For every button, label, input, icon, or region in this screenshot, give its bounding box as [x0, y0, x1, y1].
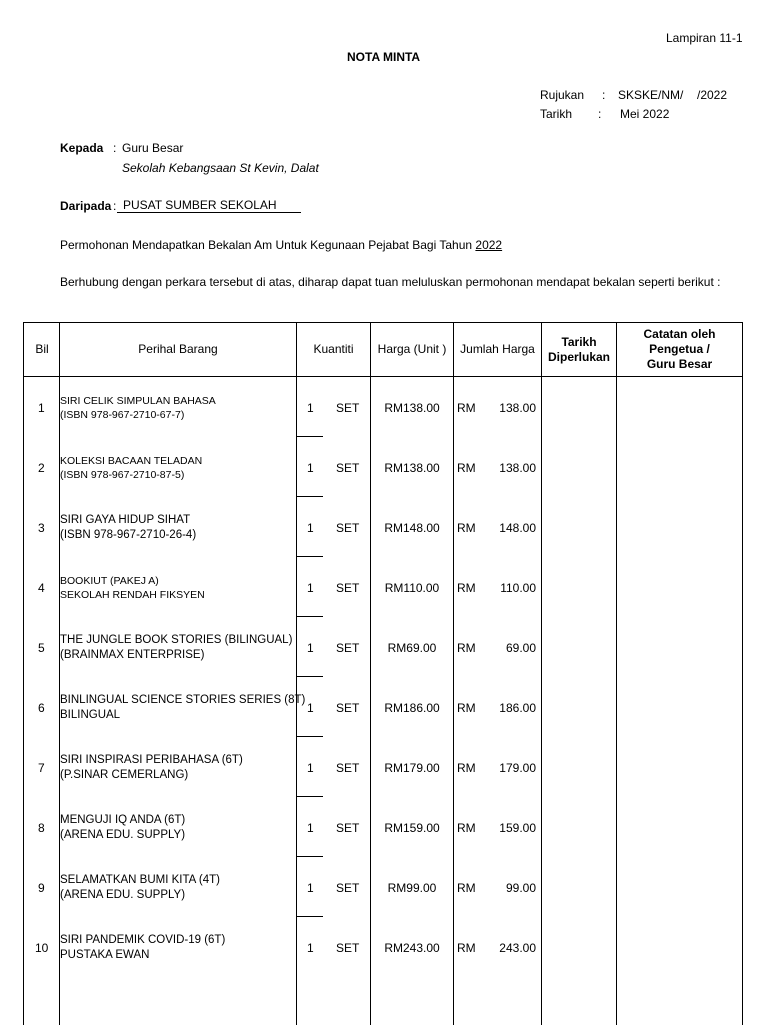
header-catatan-line3: Guru Besar	[646, 357, 713, 371]
row-unit: SET	[336, 461, 360, 475]
rujukan-colon: :	[602, 88, 606, 102]
row-desc-line1: SIRI CELIK SIMPULAN BAHASA	[60, 395, 216, 407]
tarikh-label: Tarikh	[540, 107, 573, 121]
row-qty: 1	[307, 701, 314, 715]
row-total: 186.00	[499, 701, 536, 715]
row-desc-line2: (P.SINAR CEMERLANG)	[60, 769, 189, 781]
row-bil: 2	[38, 461, 45, 475]
row-price: RM69.00	[387, 641, 437, 655]
document-title: NOTA MINTA	[347, 50, 421, 64]
row-unit: SET	[336, 881, 360, 895]
header-perihal: Perihal Barang	[138, 342, 218, 356]
table-row	[24, 857, 743, 917]
row-currency: RM	[457, 641, 476, 655]
row-desc-line1: SIRI PANDEMIK COVID-19 (6T)	[60, 934, 226, 946]
row-unit: SET	[336, 941, 360, 955]
row-desc-line2: (BRAINMAX ENTERPRISE)	[60, 649, 205, 661]
row-unit: SET	[336, 821, 360, 835]
row-unit: SET	[336, 581, 360, 595]
row-bil: 9	[38, 881, 45, 895]
row-desc-line2: (ISBN 978-967-2710-67-7)	[60, 409, 185, 421]
row-desc-line1: KOLEKSI BACAAN TELADAN	[60, 455, 203, 467]
row-desc-line1: BOOKIUT (PAKEJ A)	[60, 575, 159, 587]
row-qty: 1	[307, 581, 314, 595]
rujukan-year: /2022	[697, 88, 728, 102]
row-total: 138.00	[499, 461, 536, 475]
subject-line	[60, 238, 502, 252]
header-bil: Bil	[35, 342, 49, 356]
row-description	[60, 693, 305, 723]
row-desc-line2: (ARENA EDU. SUPPLY)	[60, 829, 186, 841]
subject-text: Permohonan Mendapatkan Bekalan Am Untuk Kegunaan Pejabat Bagi Tahun	[60, 238, 476, 252]
row-unit: SET	[336, 521, 360, 535]
request-table	[23, 322, 743, 1025]
table-row	[24, 917, 743, 977]
header-kuantiti: Kuantiti	[313, 342, 354, 356]
row-unit: SET	[336, 641, 360, 655]
row-price: RM186.00	[384, 701, 440, 715]
row-currency: RM	[457, 941, 476, 955]
row-bil: 1	[38, 401, 45, 415]
row-desc-line1: SIRI GAYA HIDUP SIHAT	[60, 514, 191, 526]
row-description	[60, 813, 185, 843]
row-description	[60, 633, 292, 663]
row-unit: SET	[336, 401, 360, 415]
row-desc-line2: (ISBN 978-967-2710-26-4)	[60, 529, 197, 541]
header-jumlah: Jumlah Harga	[460, 342, 535, 356]
row-qty: 1	[307, 821, 314, 835]
row-currency: RM	[457, 821, 476, 835]
kepada-colon: :	[113, 141, 117, 155]
row-qty: 1	[307, 461, 314, 475]
table-row	[24, 437, 743, 497]
row-desc-line1: THE JUNGLE BOOK STORIES (BILINGUAL)	[60, 634, 293, 646]
table-row	[24, 557, 743, 617]
row-currency: RM	[457, 701, 476, 715]
header-tarikh	[542, 323, 616, 376]
row-qty: 1	[307, 881, 314, 895]
row-desc-line1: BINLINGUAL SCIENCE STORIES SERIES (8T)	[60, 694, 306, 706]
header-catatan-line2: Pengetua /	[649, 342, 710, 356]
header-harga: Harga (Unit )	[377, 342, 447, 356]
rujukan-value: SKSKE/NM/	[618, 88, 684, 102]
row-desc-line2: (ARENA EDU. SUPPLY)	[60, 889, 186, 901]
table-row	[24, 797, 743, 857]
row-price: RM138.00	[384, 401, 440, 415]
row-description	[60, 513, 196, 543]
row-bil: 5	[38, 641, 45, 655]
row-description	[60, 873, 220, 903]
row-total: 243.00	[499, 941, 536, 955]
row-price: RM110.00	[384, 581, 440, 595]
row-price: RM159.00	[384, 821, 440, 835]
table-row	[24, 617, 743, 677]
daripada-colon: :	[113, 199, 117, 213]
kepada-label: Kepada	[60, 141, 104, 155]
row-bil: 8	[38, 821, 45, 835]
row-qty: 1	[307, 761, 314, 775]
row-desc-line2: SEKOLAH RENDAH FIKSYEN	[60, 589, 205, 601]
row-description	[60, 753, 243, 783]
daripada-value: PUSAT SUMBER SEKOLAH	[117, 199, 301, 213]
row-currency: RM	[457, 401, 476, 415]
row-description	[60, 394, 216, 422]
row-desc-line1: MENGUJI IQ ANDA (6T)	[60, 814, 186, 826]
row-qty: 1	[307, 401, 314, 415]
row-price: RM99.00	[387, 881, 437, 895]
row-desc-line1: SIRI INSPIRASI PERIBAHASA (6T)	[60, 754, 243, 766]
row-desc-line2: (ISBN 978-967-2710-87-5)	[60, 469, 185, 481]
row-qty: 1	[307, 941, 314, 955]
row-total: 110.00	[500, 581, 536, 595]
row-currency: RM	[457, 461, 476, 475]
row-bil: 6	[38, 701, 45, 715]
table-row	[24, 677, 743, 737]
intro-paragraph: Berhubung dengan perkara tersebut di atas, diharap dapat tuan meluluskan permohonan mendapat bekalan seperti berikut :	[60, 275, 721, 289]
tarikh-colon: :	[598, 107, 602, 121]
rujukan-label: Rujukan	[540, 88, 585, 102]
row-desc-line2: BILINGUAL	[60, 709, 121, 721]
row-unit: SET	[336, 761, 360, 775]
row-desc-line2: PUSTAKA EWAN	[60, 949, 150, 961]
kepada-recipient: Guru Besar	[122, 141, 184, 155]
row-total: 148.00	[499, 521, 536, 535]
row-price: RM243.00	[384, 941, 440, 955]
header-tarikh-line1: Tarikh	[561, 334, 597, 349]
row-unit: SET	[336, 701, 360, 715]
row-price: RM179.00	[384, 761, 440, 775]
row-description	[60, 933, 225, 963]
row-currency: RM	[457, 581, 476, 595]
table-row	[24, 497, 743, 557]
table-row	[24, 377, 743, 437]
row-total: 138.00	[499, 401, 536, 415]
subject-year: 2022	[475, 238, 503, 252]
header-tarikh-line2: Diperlukan	[547, 349, 610, 364]
row-total: 99.00	[505, 881, 536, 895]
row-bil: 3	[38, 521, 45, 535]
row-currency: RM	[457, 761, 476, 775]
header-catatan-line1: Catatan oleh	[643, 327, 716, 341]
row-currency: RM	[457, 881, 476, 895]
row-bil: 10	[35, 941, 49, 955]
row-qty: 1	[307, 521, 314, 535]
tarikh-value: Mei 2022	[620, 107, 670, 121]
row-bil: 7	[38, 761, 45, 775]
row-total: 159.00	[499, 821, 536, 835]
row-total: 179.00	[499, 761, 536, 775]
row-currency: RM	[457, 521, 476, 535]
header-catatan	[617, 323, 742, 376]
row-price: RM138.00	[384, 461, 440, 475]
row-price: RM148.00	[384, 521, 440, 535]
daripada-label: Daripada	[60, 199, 112, 213]
row-description	[60, 574, 205, 602]
lampiran-label: Lampiran 11-1	[666, 31, 743, 45]
table-row	[24, 737, 743, 797]
row-desc-line1: SELAMATKAN BUMI KITA (4T)	[60, 874, 220, 886]
row-description	[60, 454, 202, 482]
row-bil: 4	[38, 581, 45, 595]
row-total: 69.00	[505, 641, 536, 655]
row-qty: 1	[307, 641, 314, 655]
kepada-school: Sekolah Kebangsaan St Kevin, Dalat	[122, 161, 319, 175]
